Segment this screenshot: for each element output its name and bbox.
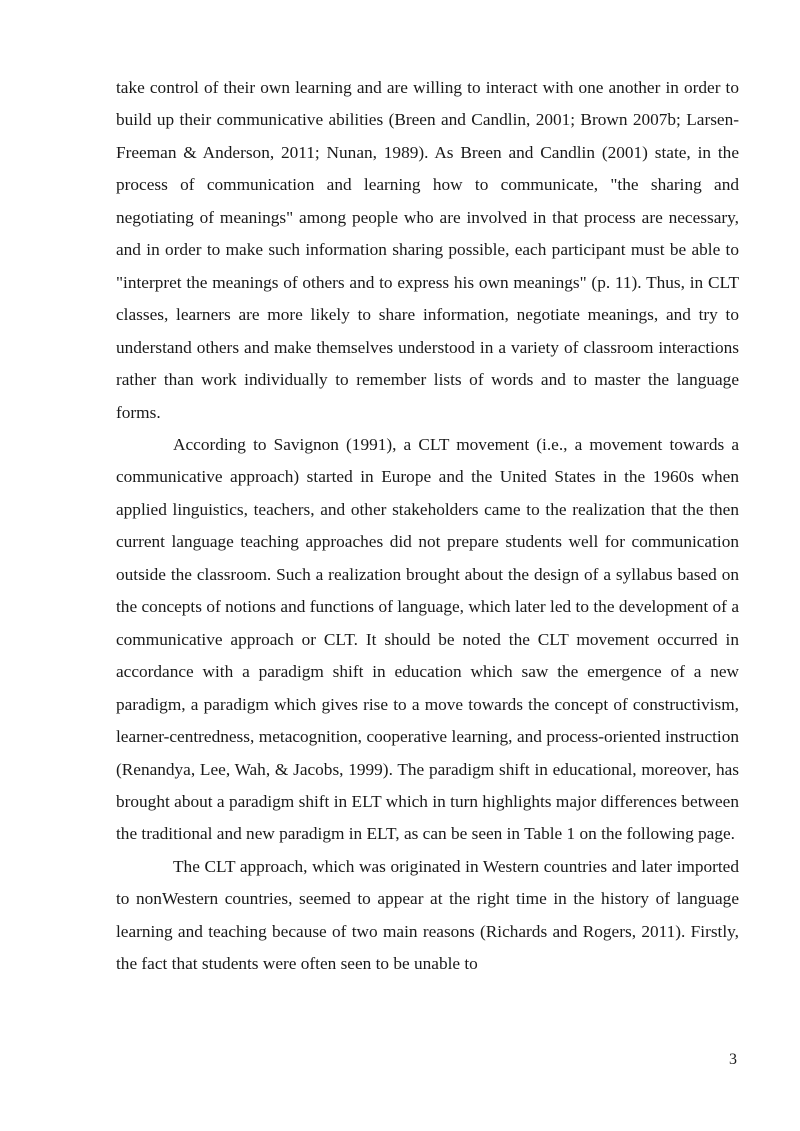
paragraph-clt-movement: According to Savignon (1991), a CLT movement (i.e., a movement towards a communicative approach) started in Europe and the United States in the 1960s when applied linguistics, teachers, and other stakeholders came to the realization that the then current language teaching approaches did not prepare students well for communication outside the classroom. Such a realization brought about the design of a syllabus based on the concepts of notions and functions of language, which later led to the development of a communicative approach or CLT. It should be noted the CLT movement occurred in accordance with a paradigm shift in education which saw the emergence of a new paradigm, a paradigm which gives rise to a move towards the concept of constructivism, learner-centredness, metacognition, cooperative learning, and process-oriented instruction (Renandya, Lee, Wah, & Jacobs, 1999). The paradigm shift in educational, moreover, has brought about a paradigm shift in ELT which in turn highlights major differences between the traditional and new paradigm in ELT, as can be seen in Table 1 on the following page. bbox=[116, 434, 739, 844]
paragraph-clt-approach: The CLT approach, which was originated in Western countries and later imported to nonWestern countries, seemed to appear at the right time in the history of language learning and teaching because of two main reasons (Richards and Rogers, 2011). Firstly, the fact that students were often seen to be unable to bbox=[116, 856, 739, 974]
paragraph-continued: take control of their own learning and are willing to interact with one another in order to build up their communicative abilities (Breen and Candlin, 2001; Brown 2007b; Larsen-Freeman & Anderson, 2011; Nunan, 1989). As Breen and Candlin (2001) state, in the process of communication and learning how to communicate, "the sharing and negotiating of meanings" among people who are involved in that process are necessary, and in order to make such information sharing possible, each participant must be able to "interpret the meanings of others and to express his own meanings" (p. 11). Thus, in CLT classes, learners are more likely to share information, negotiate meanings, and try to understand others and make themselves understood in a variety of classroom interactions rather than work individually to remember lists of words and to master the language forms. bbox=[116, 78, 739, 422]
body-text bbox=[116, 72, 739, 981]
page-number: 3 bbox=[729, 1051, 737, 1068]
